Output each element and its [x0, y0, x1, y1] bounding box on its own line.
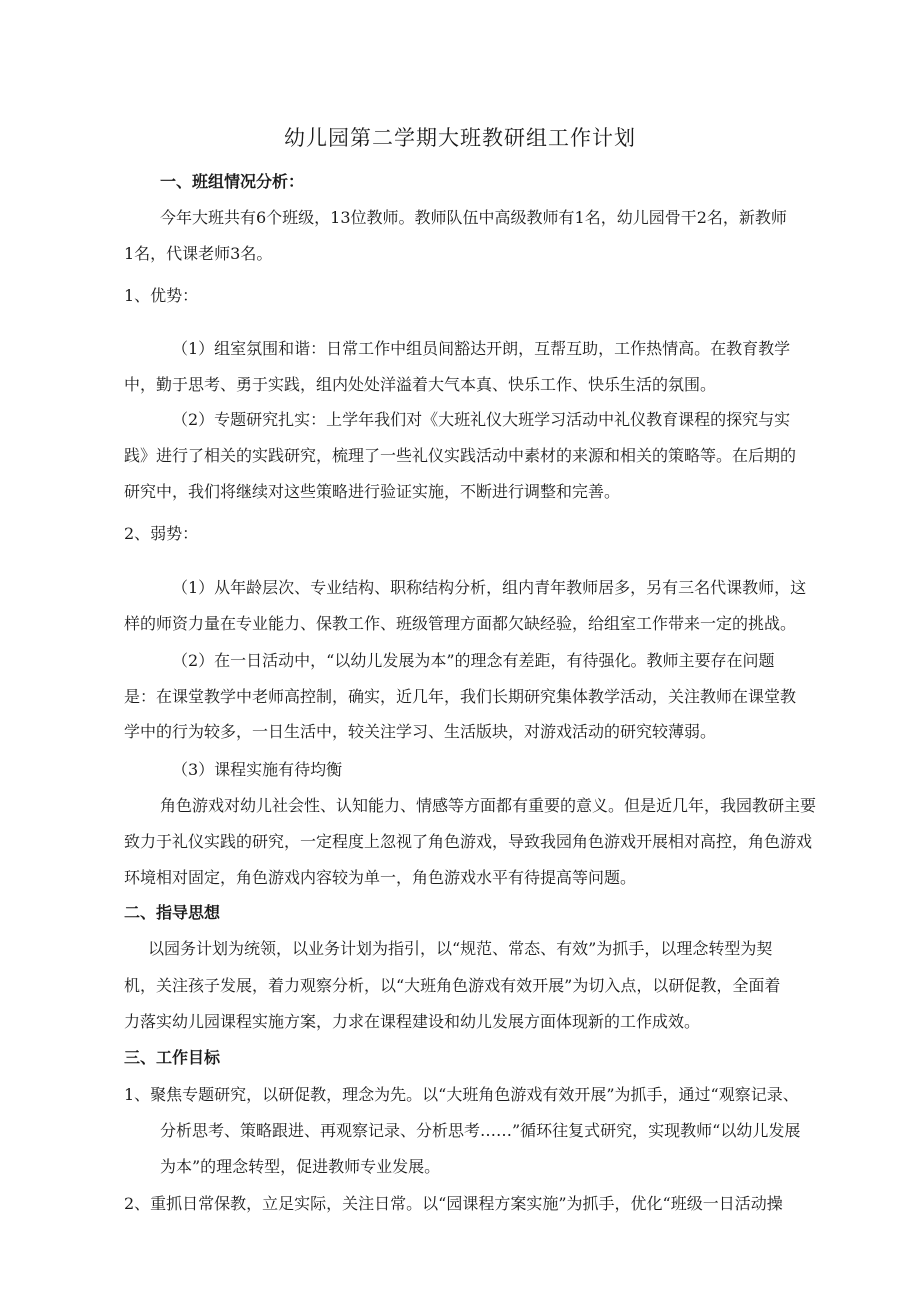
paragraph-line: 研究中，我们将继续对这些策略进行验证实施，不断进行调整和完善。 — [124, 482, 621, 501]
document-title: 幼儿园第二学期大班教研组工作计划 — [284, 126, 636, 150]
paragraph-line: 为本”的理念转型，促进教师专业发展。 — [160, 1157, 441, 1176]
paragraph-line: 学中的行为较多，一日生活中，较关注学习、生活版块，对游戏活动的研究较薄弱。 — [124, 722, 717, 741]
section-heading-guidance: 二、指导思想 — [124, 903, 221, 922]
paragraph-line: 环境相对固定，角色游戏内容较为单一，角色游戏水平有待提高等问题。 — [124, 868, 637, 887]
paragraph-line: 分析思考、策略跟进、再观察记录、分析思考……”循环往复式研究，实现教师“以幼儿发展 — [160, 1121, 801, 1140]
paragraph-line: 1、聚焦专题研究，以研促教，理念为先。以“大班角色游戏有效开展”为抓手，通过“观察记录、 — [124, 1085, 799, 1104]
paragraph-line: 致力于礼仪实践的研究，一定程度上忽视了角色游戏，导致我园角色游戏开展相对高控，角色游戏 — [124, 832, 813, 851]
paragraph-line: 践》进行了相关的实践研究，梳理了一些礼仪实践活动中素材的来源和相关的策略等。在后期的 — [124, 446, 797, 465]
paragraph-line: 样的师资力量在专业能力、保教工作、班级管理方面都欠缺经验，给组室工作带来一定的挑战。 — [124, 614, 797, 633]
paragraph-line: 角色游戏对幼儿社会性、认知能力、情感等方面都有重要的意义。但是近几年，我园教研主要 — [160, 796, 817, 815]
subheading-advantages: 1、优势： — [124, 286, 199, 305]
subheading-weaknesses: 2、弱势： — [124, 524, 199, 543]
paragraph-line: （1）从年龄层次、专业结构、职称结构分析，组内青年教师居多，另有三名代课教师，这 — [172, 578, 807, 597]
paragraph-line: （3）课程实施有待均衡 — [172, 760, 343, 779]
paragraph-line: 今年大班共有6个班级，13位教师。教师队伍中高级教师有1名，幼儿园骨干2名，新教师 — [160, 208, 787, 227]
paragraph-line: （2）专题研究扎实：上学年我们对《大班礼仪大班学习活动中礼仪教育课程的探究与实 — [172, 410, 791, 429]
paragraph-line: 1名，代课老师3名。 — [124, 244, 273, 263]
paragraph-line: 以园务计划为统领，以业务计划为指引，以“规范、常态、有效”为抓手，以理念转型为契 — [148, 939, 773, 958]
paragraph-line: （2）在一日活动中，“以幼儿发展为本”的理念有差距，有待强化。教师主要存在问题 — [172, 651, 775, 670]
paragraph-line: 是：在课堂教学中老师高控制，确实，近几年，我们长期研究集体教学活动，关注教师在课堂教 — [124, 687, 797, 706]
paragraph-line: （1）组室氛围和谐：日常工作中组员间豁达开朗，互帮互助，工作热情高。在教育教学 — [172, 339, 791, 358]
paragraph-line: 机，关注孩子发展，着力观察分析，以“大班角色游戏有效开展”为切入点，以研促教，全面着 — [124, 976, 781, 995]
section-heading-analysis: 一、班组情况分析： — [160, 172, 305, 191]
paragraph-line: 力落实幼儿园课程实施方案，力求在课程建设和幼儿发展方面体现新的工作成效。 — [124, 1012, 701, 1031]
paragraph-line: 中，勤于思考、勇于实践，组内处处洋溢着大气本真、快乐工作、快乐生活的氛围。 — [124, 375, 717, 394]
paragraph-line: 2、重抓日常保教，立足实际，关注日常。以“园课程方案实施”为抓手，优化“班级一日活动操 — [124, 1194, 783, 1213]
section-heading-goals: 三、工作目标 — [124, 1048, 221, 1067]
